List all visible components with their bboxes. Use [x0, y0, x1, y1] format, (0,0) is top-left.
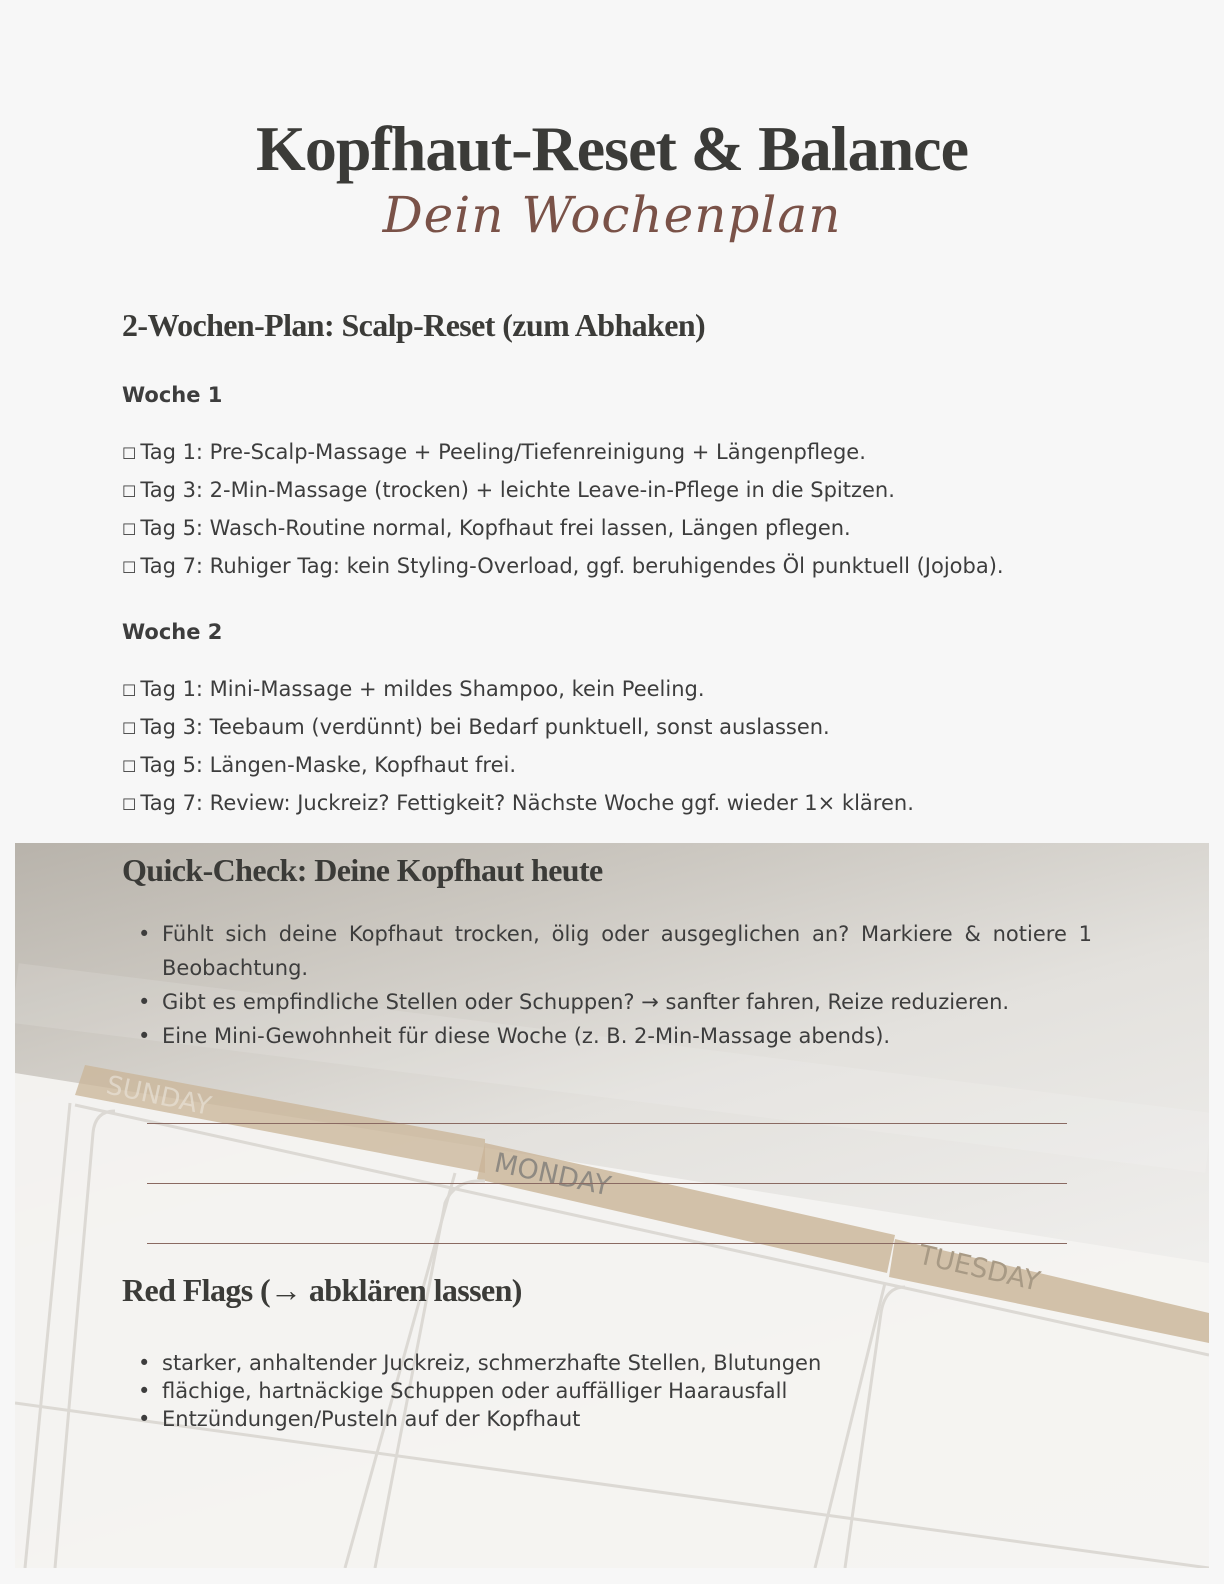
task-label: Tag 3: 2-Min-Massage (trocken) + leichte Leave-in-Pflege in die Spitzen. [140, 478, 895, 502]
week-1-task-list [122, 434, 1004, 586]
task-item[interactable] [122, 747, 914, 785]
task-item[interactable] [122, 434, 1004, 472]
checkbox-icon[interactable]: ☐ [122, 444, 137, 463]
list-item: • Gibt es empfindliche Stellen oder Schuppen? → sanfter fahren, Reize reduzieren. [162, 985, 1092, 1019]
red-flags-heading: Red Flags (→ abklären lassen) [122, 1272, 522, 1308]
quick-check-heading: Quick-Check: Deine Kopfhaut heute [122, 852, 603, 888]
quick-check-list [162, 917, 1092, 1053]
checkbox-icon[interactable]: ☐ [122, 558, 137, 577]
task-item[interactable] [122, 472, 1004, 510]
monday-tab-label: MONDAY [491, 1147, 614, 1203]
task-label: Tag 7: Ruhiger Tag: kein Styling-Overload, ggf. beruhigendes Öl punktuell (Jojoba). [140, 554, 1004, 578]
checkbox-icon[interactable]: ☐ [122, 482, 137, 501]
checkbox-icon[interactable]: ☐ [122, 681, 137, 700]
week-2-task-list [122, 671, 914, 823]
sunday-tab-label: SUNDAY [103, 1070, 214, 1122]
plan-heading: 2-Wochen-Plan: Scalp-Reset (zum Abhaken) [122, 307, 706, 343]
page-subtitle-script: Dein Wochenplan [382, 186, 842, 244]
week-1-label: Woche 1 [122, 383, 223, 407]
task-label: Tag 3: Teebaum (verdünnt) bei Bedarf punktuell, sonst auslassen. [140, 715, 830, 739]
task-item[interactable] [122, 785, 914, 823]
tuesday-tab-label: TUESDAY [915, 1239, 1043, 1298]
task-label: Tag 1: Pre-Scalp-Massage + Peeling/Tiefenreinigung + Längenpflege. [140, 440, 866, 464]
list-item: • starker, anhaltender Juckreiz, schmerzhafte Stellen, Blutungen [162, 1349, 821, 1377]
list-item: • Eine Mini-Gewohnheit für diese Woche (z. B. 2-Min-Massage abends). [162, 1019, 1092, 1053]
task-item[interactable] [122, 671, 914, 709]
week-2-label: Woche 2 [122, 620, 223, 644]
list-item: • flächige, hartnäckige Schuppen oder auffälliger Haarausfall [162, 1377, 821, 1405]
list-item: • Fühlt sich deine Kopfhaut trocken, ölig oder ausgeglichen an? Markiere & notiere 1 Beobachtung. [162, 917, 1092, 985]
page-title: Kopfhaut-Reset & Balance [256, 113, 968, 184]
task-label: Tag 7: Review: Juckreiz? Fettigkeit? Nächste Woche ggf. wieder 1× klären. [140, 791, 914, 815]
task-label: Tag 5: Wasch-Routine normal, Kopfhaut frei lassen, Längen pflegen. [140, 516, 851, 540]
note-line[interactable] [147, 1183, 1067, 1184]
checkbox-icon[interactable]: ☐ [122, 757, 137, 776]
task-label: Tag 5: Längen-Maske, Kopfhaut frei. [140, 753, 516, 777]
checkbox-icon[interactable]: ☐ [122, 795, 137, 814]
task-item[interactable] [122, 510, 1004, 548]
note-line[interactable] [147, 1123, 1067, 1124]
red-flags-list [162, 1349, 821, 1433]
checkbox-icon[interactable]: ☐ [122, 520, 137, 539]
note-line[interactable] [147, 1243, 1067, 1244]
task-label: Tag 1: Mini-Massage + mildes Shampoo, kein Peeling. [140, 677, 705, 701]
task-item[interactable] [122, 709, 914, 747]
list-item: • Entzündungen/Pusteln auf der Kopfhaut [162, 1405, 821, 1433]
checkbox-icon[interactable]: ☐ [122, 719, 137, 738]
task-item[interactable] [122, 548, 1004, 586]
